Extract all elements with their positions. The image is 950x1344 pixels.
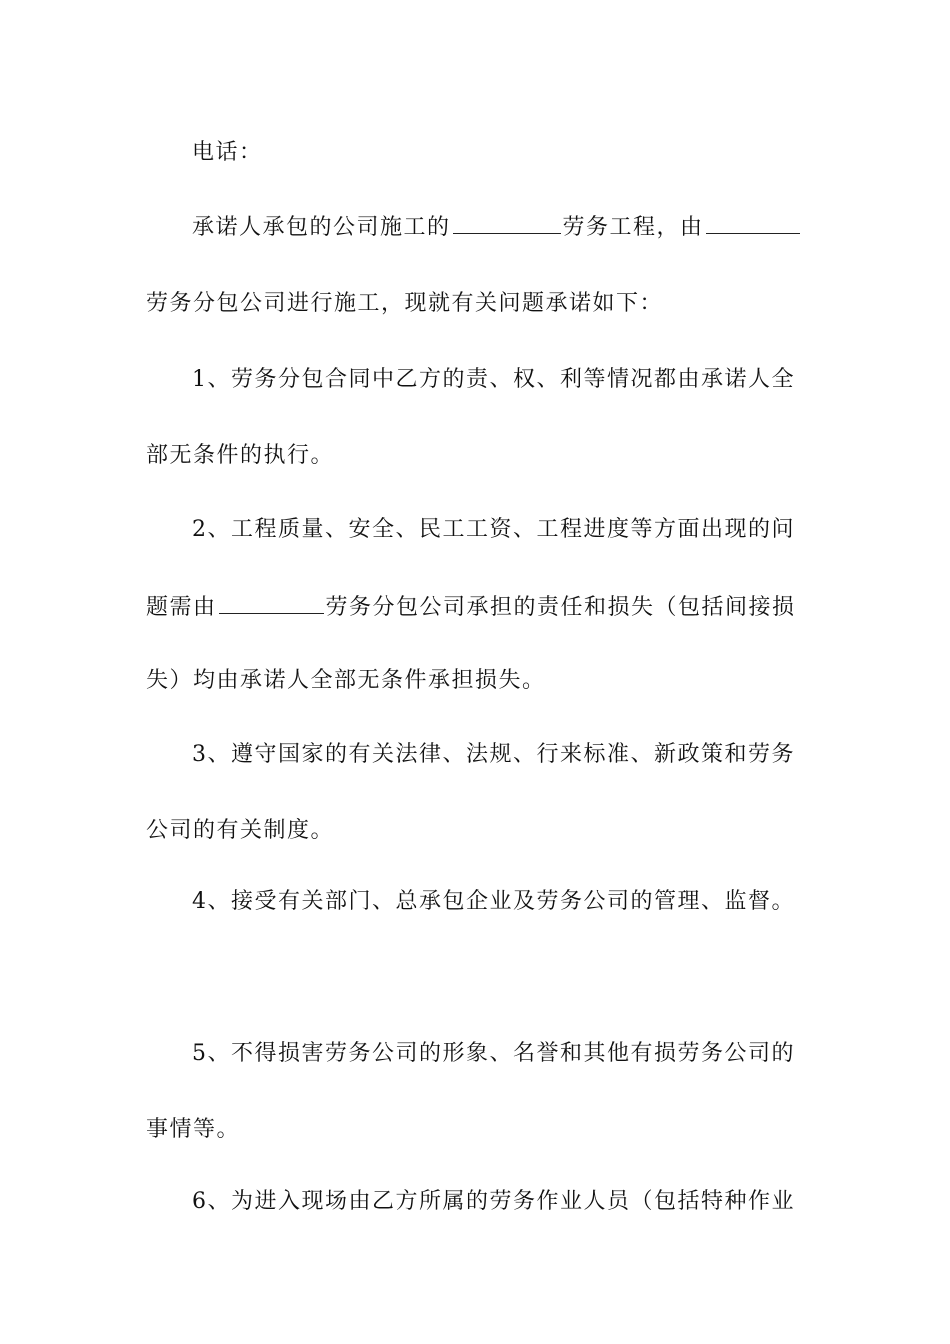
item-6-line-1: 6、为进入现场由乙方所属的劳务作业人员（包括特种作业: [192, 1189, 795, 1214]
item-2-suffix: 劳务分包公司承担的责任和损失（包括间接损: [325, 595, 796, 620]
subcontractor-name-blank: [219, 591, 324, 614]
company-name-blank: [706, 211, 800, 234]
item-1-line-1: 1、劳务分包合同中乙方的责、权、利等情况都由承诺人全: [192, 367, 795, 392]
item-2-line-1: 2、工程质量、安全、民工工资、工程进度等方面出现的问: [192, 517, 795, 542]
phone-label: 电话：: [192, 140, 263, 165]
item-5-line-2: 事情等。: [146, 1117, 241, 1142]
item-4-line-1: 4、接受有关部门、总承包企业及劳务公司的管理、监督。: [192, 889, 795, 914]
item-1-line-2: 部无条件的执行。: [146, 443, 335, 468]
intro-text-1: 承诺人承包的公司施工的: [192, 215, 451, 240]
item-2-line-3: 失）均由承诺人全部无条件承担损失。: [146, 668, 546, 693]
item-3-line-2: 公司的有关制度。: [146, 818, 335, 843]
intro-line-1: [192, 211, 806, 241]
item-2-line-2: [146, 591, 806, 621]
intro-line-2: 劳务分包公司进行施工，现就有关问题承诺如下：: [146, 291, 664, 316]
item-3-line-1: 3、遵守国家的有关法律、法规、行来标准、新政策和劳务: [192, 742, 795, 767]
intro-text-2: 劳务工程，由: [562, 215, 704, 240]
project-name-blank: [453, 211, 561, 234]
item-5-line-1: 5、不得损害劳务公司的形象、名誉和其他有损劳务公司的: [192, 1041, 795, 1066]
item-2-prefix: 题需由: [146, 595, 217, 620]
